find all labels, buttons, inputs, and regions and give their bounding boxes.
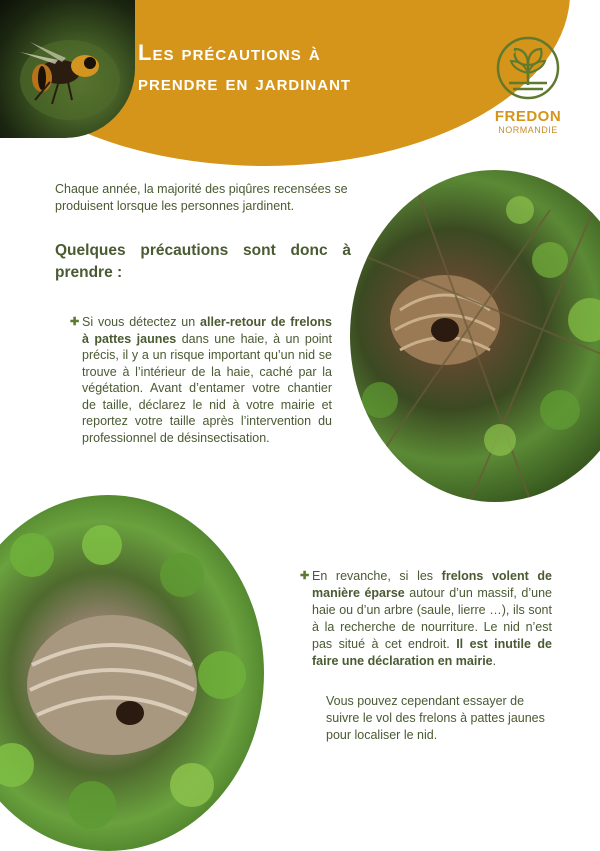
p1-bold-1: aller-retour de frelons à pattes jaunes (82, 315, 332, 346)
plant-logo-icon (495, 35, 561, 101)
fredon-logo (493, 35, 563, 135)
follow-text: Vous pouvez cependant essayer de suivre le vol des frelons à pattes jaunes pour localiser le nid. (326, 694, 545, 742)
bullet-cross-icon: ✚ (70, 316, 80, 328)
bullet-paragraph-1 (82, 314, 332, 446)
page-title (138, 38, 351, 98)
section-subtitle: Quelques précautions sont donc à prendre : (55, 242, 351, 281)
nest-photo (0, 495, 264, 851)
p2-text-1: En revanche, si les (312, 569, 442, 583)
logo-name: FREDON (494, 108, 562, 125)
logo-subtitle: NORMANDIE (498, 125, 558, 135)
bullet-cross-icon: ✚ (300, 570, 310, 582)
hedge-nest-photo (350, 170, 600, 502)
intro-text: Chaque année, la majorité des piqûres recensées se produisent lorsque les personnes jardinent. (55, 182, 348, 213)
p1-text-1: Si vous détectez un (82, 315, 201, 329)
p2-bold-1: frelons volent de manière éparse (312, 569, 552, 600)
title-line-2: prendre en jardinant (138, 70, 352, 95)
p2-text-3: . (492, 654, 497, 668)
title-line-1: Les précautions à (138, 40, 321, 65)
p2-bold-2: Il est inutile de faire une déclaration en mairie (312, 637, 552, 668)
p1-text-2: dans une haie, à un point précis, il y a un risque important qu’un nid se trouve à l’intérieur de la haie, caché par la végétation. Avant d’entamer votre chantier de taille, déclarez le nid à votre mairie et reportez votre taille après l’intervention du professionnel de désinsectisation. (82, 331, 332, 445)
bullet-paragraph-2 (312, 568, 552, 670)
p2-text-2: autour d’un massif, d’une haie ou d’un arbre (saule, lierre …), ils sont à la recherche de nourriture. Le nid n’est pas situé à cet endroit. (312, 586, 552, 651)
